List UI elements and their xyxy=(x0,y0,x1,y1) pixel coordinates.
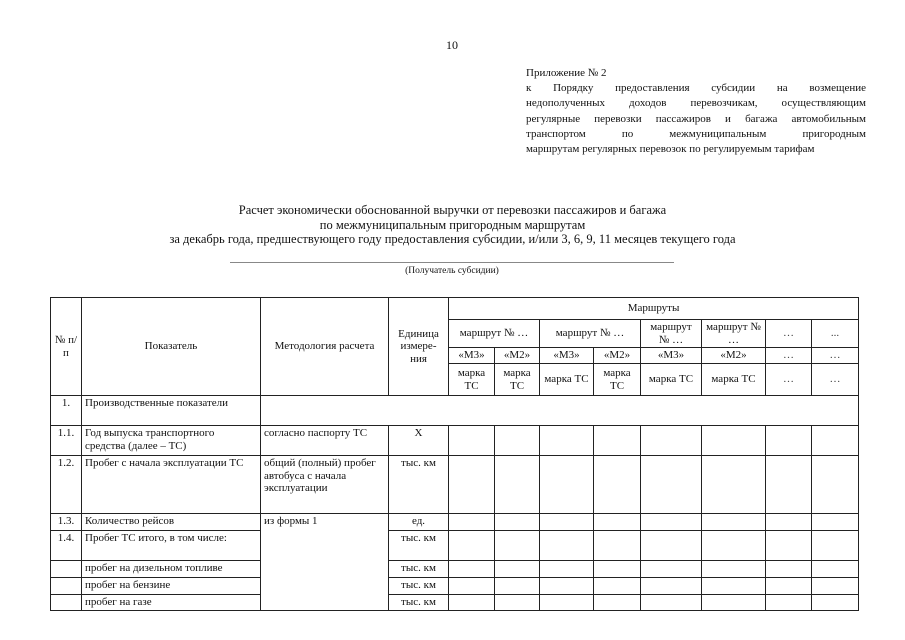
row-unit: тыс. км xyxy=(389,561,449,578)
row-number: 1.3. xyxy=(51,514,82,531)
value-cell[interactable] xyxy=(594,578,641,595)
value-cell[interactable] xyxy=(540,514,594,531)
value-cell[interactable] xyxy=(812,426,859,456)
table-row xyxy=(51,578,859,595)
value-cell[interactable] xyxy=(540,595,594,611)
value-cell[interactable] xyxy=(540,578,594,595)
header-brand: марка ТС xyxy=(540,364,594,396)
title-line: Расчет экономически обоснованной выручки от перевозки пассажиров и багажа xyxy=(238,203,667,217)
row-indicator: Пробег ТС итого, в том числе: xyxy=(82,531,261,561)
value-cell[interactable] xyxy=(495,595,540,611)
value-cell[interactable] xyxy=(641,456,702,514)
value-cell[interactable] xyxy=(449,531,495,561)
table-row xyxy=(51,396,859,426)
value-cell[interactable] xyxy=(766,426,812,456)
header-class-m2: «М2» xyxy=(702,348,766,364)
value-cell[interactable] xyxy=(702,578,766,595)
value-cell[interactable] xyxy=(702,561,766,578)
header-brand: марка ТС xyxy=(641,364,702,396)
row-unit: ед. xyxy=(389,514,449,531)
value-cell[interactable] xyxy=(812,514,859,531)
header-ellipsis: … xyxy=(812,348,859,364)
value-cell[interactable] xyxy=(766,456,812,514)
row-number xyxy=(51,561,82,578)
header-routes: Маршруты xyxy=(449,298,859,320)
header-num: № п/п xyxy=(51,298,82,396)
appendix-block xyxy=(526,66,866,157)
appendix-line: транспортом по межмуниципальным пригородным xyxy=(526,127,866,140)
header-method: Методология расчета xyxy=(261,298,389,396)
header-class-m2: «М2» xyxy=(594,348,641,364)
row-number: 1.1. xyxy=(51,426,82,456)
value-cell[interactable] xyxy=(540,426,594,456)
row-indicator: Год выпуска транспортного средства (далее – ТС) xyxy=(82,426,261,456)
value-cell[interactable] xyxy=(812,456,859,514)
appendix-title: Приложение № 2 xyxy=(526,67,607,79)
value-cell[interactable] xyxy=(594,531,641,561)
row-method: общий (полный) пробег автобуса с начала эксплуатации xyxy=(261,456,389,514)
header-ellipsis: … xyxy=(812,364,859,396)
row-unit: тыс. км xyxy=(389,456,449,514)
value-cell[interactable] xyxy=(449,595,495,611)
value-cell[interactable] xyxy=(702,426,766,456)
value-cell[interactable] xyxy=(594,595,641,611)
table-row xyxy=(51,561,859,578)
header-route: маршрут № … xyxy=(449,320,540,348)
value-cell[interactable] xyxy=(495,578,540,595)
row-unit: тыс. км xyxy=(389,578,449,595)
header-ellipsis: … xyxy=(766,320,812,348)
value-cell[interactable] xyxy=(495,561,540,578)
row-method: согласно паспорту ТС xyxy=(261,426,389,456)
value-cell[interactable] xyxy=(641,595,702,611)
value-cell[interactable] xyxy=(641,561,702,578)
value-cell[interactable] xyxy=(449,561,495,578)
appendix-line: маршрутам регулярных перевозок по регулируемым тарифам xyxy=(526,143,815,156)
header-class-m2: «М2» xyxy=(495,348,540,364)
appendix-line: регулярные перевозки пассажиров и багажа автомобильным xyxy=(526,112,866,125)
row-number: 1.2. xyxy=(51,456,82,514)
appendix-line: к Порядку предоставления субсидии на возмещение xyxy=(526,82,866,95)
header-route: маршрут № … xyxy=(702,320,766,348)
value-cell[interactable] xyxy=(812,578,859,595)
title-line: за декабрь года, предшествующего году предоставления субсидии, и/или 3, 6, 9, 11 месяцев текущего года xyxy=(169,232,736,246)
row-method: из формы 1 xyxy=(261,514,389,611)
table-row xyxy=(51,531,859,561)
value-cell[interactable] xyxy=(594,514,641,531)
header-class-m3: «М3» xyxy=(449,348,495,364)
header-ellipsis: … xyxy=(766,348,812,364)
row-indicator: Количество рейсов xyxy=(82,514,261,531)
recipient-underline xyxy=(230,262,674,263)
header-brand: марка ТС xyxy=(594,364,641,396)
row-indicator: пробег на бензине xyxy=(82,578,261,595)
header-unit: Единица измере- ния xyxy=(389,298,449,396)
row-unit: тыс. км xyxy=(389,595,449,611)
value-cell[interactable] xyxy=(540,531,594,561)
table-row xyxy=(51,514,859,531)
value-cell[interactable] xyxy=(449,578,495,595)
value-cell[interactable] xyxy=(766,531,812,561)
value-cell[interactable] xyxy=(594,456,641,514)
row-indicator: пробег на газе xyxy=(82,595,261,611)
table-row xyxy=(51,595,859,611)
row-indicator: пробег на дизельном топливе xyxy=(82,561,261,578)
value-cell[interactable] xyxy=(766,514,812,531)
table-row xyxy=(51,426,859,456)
header-route: маршрут № … xyxy=(641,320,702,348)
value-cell[interactable] xyxy=(449,456,495,514)
header-row xyxy=(51,298,859,320)
value-cell[interactable] xyxy=(540,456,594,514)
value-cell[interactable] xyxy=(449,426,495,456)
header-ellipsis: … xyxy=(766,364,812,396)
header-class-m3: «М3» xyxy=(641,348,702,364)
row-section-span xyxy=(261,396,859,426)
calculation-table xyxy=(50,297,859,611)
row-unit: тыс. км xyxy=(389,531,449,561)
title-line: по межмуниципальным пригородным маршрутам xyxy=(319,217,586,232)
table-body xyxy=(51,396,859,611)
header-brand: марка ТС xyxy=(449,364,495,396)
value-cell[interactable] xyxy=(641,531,702,561)
value-cell[interactable] xyxy=(540,561,594,578)
value-cell[interactable] xyxy=(495,531,540,561)
value-cell[interactable] xyxy=(449,514,495,531)
value-cell[interactable] xyxy=(641,578,702,595)
page-number: 10 xyxy=(446,38,458,52)
value-cell[interactable] xyxy=(594,426,641,456)
value-cell[interactable] xyxy=(702,514,766,531)
value-cell[interactable] xyxy=(495,426,540,456)
value-cell[interactable] xyxy=(766,578,812,595)
header-brand: марка ТС xyxy=(495,364,540,396)
header-route: маршрут № … xyxy=(540,320,641,348)
value-cell[interactable] xyxy=(766,561,812,578)
row-indicator: Производственные показатели xyxy=(82,396,261,426)
value-cell[interactable] xyxy=(766,595,812,611)
row-number: 1. xyxy=(51,396,82,426)
row-indicator: Пробег с начала эксплуатации ТС xyxy=(82,456,261,514)
row-number xyxy=(51,578,82,595)
row-number xyxy=(51,595,82,611)
value-cell[interactable] xyxy=(702,595,766,611)
row-number: 1.4. xyxy=(51,531,82,561)
header-class-m3: «М3» xyxy=(540,348,594,364)
value-cell[interactable] xyxy=(594,561,641,578)
value-cell[interactable] xyxy=(812,595,859,611)
value-cell[interactable] xyxy=(641,514,702,531)
value-cell[interactable] xyxy=(641,426,702,456)
value-cell[interactable] xyxy=(812,531,859,561)
recipient-caption: (Получатель субсидии) xyxy=(405,266,499,276)
value-cell[interactable] xyxy=(702,456,766,514)
value-cell[interactable] xyxy=(495,514,540,531)
value-cell[interactable] xyxy=(495,456,540,514)
header-dots: ... xyxy=(812,320,859,348)
appendix-line: недополученных доходов перевозчикам, осуществляющим xyxy=(526,97,866,110)
value-cell[interactable] xyxy=(812,561,859,578)
header-brand: марка ТС xyxy=(702,364,766,396)
table-head xyxy=(51,298,859,396)
value-cell[interactable] xyxy=(702,531,766,561)
row-unit: Х xyxy=(389,426,449,456)
table-row xyxy=(51,456,859,514)
document-title xyxy=(60,203,845,247)
header-indicator: Показатель xyxy=(82,298,261,396)
